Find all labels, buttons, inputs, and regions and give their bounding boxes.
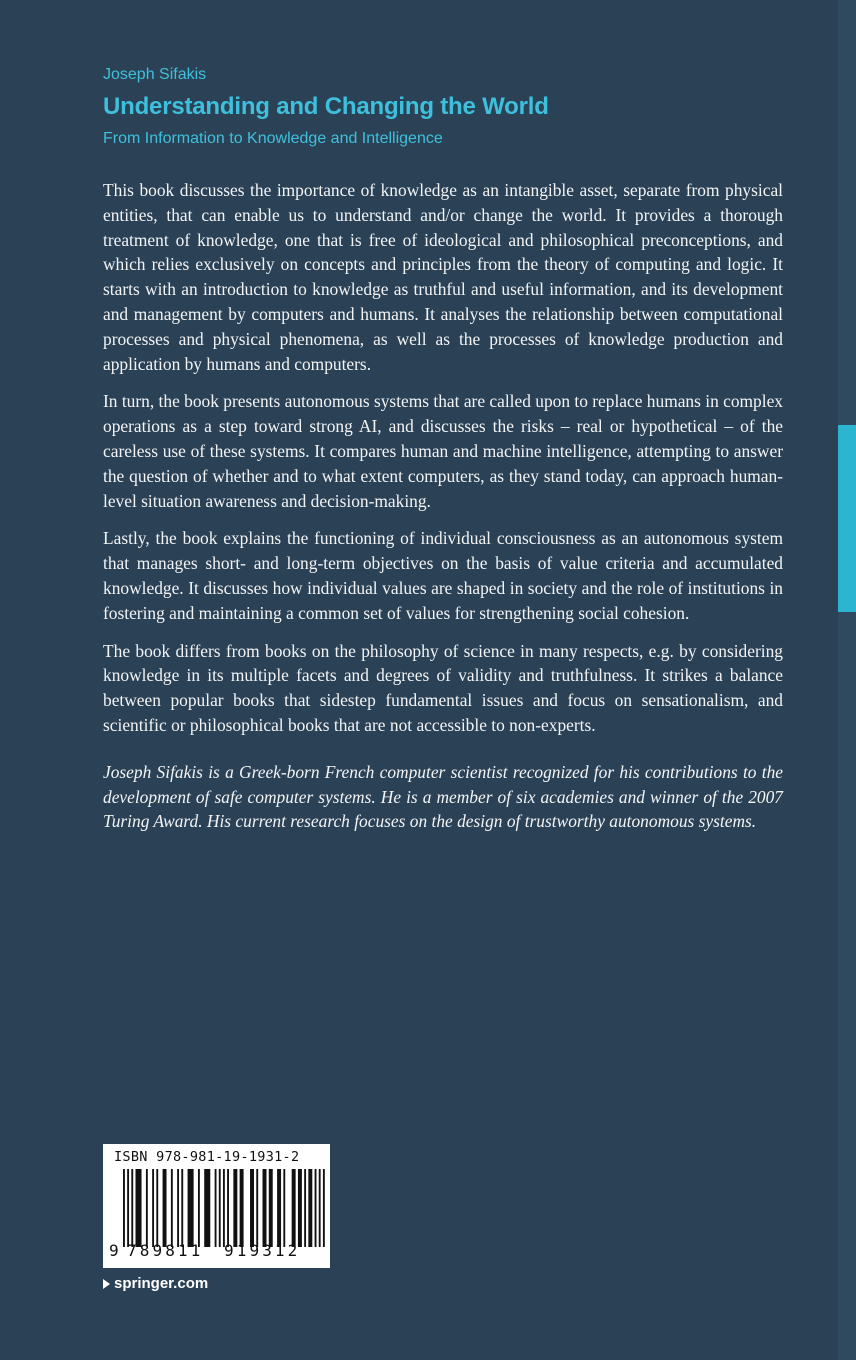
isbn-label: ISBN 978-981-19-1931-2 [114,1149,300,1165]
barcode-bar [219,1169,221,1247]
book-subtitle: From Information to Knowledge and Intelligence [103,130,443,147]
barcode-bar [304,1169,306,1247]
barcode-bar [131,1169,133,1247]
barcode-bar [171,1169,173,1247]
publisher-url: springer.com [114,1275,209,1292]
barcode-bar [308,1169,312,1247]
barcode-bar [204,1169,210,1247]
book-title: Understanding and Changing the World [103,93,549,120]
barcode-bar [298,1169,302,1247]
barcode-bar [323,1169,325,1247]
book-description [103,178,783,847]
description-paragraph: Lastly, the book explains the functioning of individual consciousness as an autonomous system that manages short- and long-term objectives on the basis of value criteria and accumulated knowledge. It discusses how individual values are shaped in society and the role of institutions in fostering and maintaining a common set of values for strengthening social cohesion. [103,528,783,623]
author-bio: Joseph Sifakis is a Greek-born French computer scientist recognized for his contributions to the development of safe computer systems. He is a member of six academies and winner of the 2007 Turing Award. His current research focuses on the design of trustworthy autonomous systems. [103,761,783,832]
barcode-bar [188,1169,194,1247]
barcode-bar [240,1169,244,1247]
description-paragraph: In turn, the book presents autonomous systems that are called upon to replace humans in complex operations as a step toward strong AI, and discusses the risks – real or hypothetical – of the careless use of these systems. It compares human and machine intelligence, attempting to answer the question of whether and to what extent computers, as they stand today, can approach human-level situation awareness and decision-making. [103,391,784,511]
barcode-right-digits: 919312 [224,1241,301,1260]
barcode-bar [263,1169,267,1247]
barcode-bar [123,1169,125,1247]
barcode-bar [215,1169,217,1247]
barcode-bar [181,1169,183,1247]
barcode-bar [256,1169,258,1247]
accent-tab [838,425,856,612]
spine-edge [838,0,856,1360]
barcode-bar [227,1169,229,1247]
barcode-bar [152,1169,154,1247]
barcode-bar [156,1169,158,1247]
barcode-bar [292,1169,296,1247]
publisher-link[interactable] [103,1275,208,1292]
barcode-bars [123,1169,325,1247]
barcode-bar [283,1169,285,1247]
barcode-bar [127,1169,129,1247]
barcode-bar [250,1169,254,1247]
isbn-barcode [103,1144,330,1268]
barcode-left-digits: 789811 [127,1241,204,1260]
barcode-bar [269,1169,273,1247]
arrow-icon [103,1279,110,1289]
barcode-bar [177,1169,179,1247]
barcode-bar [223,1169,225,1247]
description-paragraph: This book discusses the importance of knowledge as an intangible asset, separate from physical entities, that can enable us to understand and/or change the world. It provides a thorough treatment of knowledge, one that is free of ideological and philosophical preconceptions, and which relies exclusively on concepts and principles from the theory of computing and logic. It starts with an introduction to knowledge as truthful and useful information, and its development and management by computers and humans. It analyses the relationship between computational processes and physical phenomena, as well as the processes of knowledge production and application by humans and computers. [103,180,783,374]
barcode-bar [198,1169,200,1247]
barcode-bar [146,1169,148,1247]
description-paragraph: The book differs from books on the philosophy of science in many respects, e.g. by considering knowledge in its multiple facets and degrees of validity and truthfulness. It strikes a balance between popular books that sidestep fundamental issues and focus on sensationalism, and scientific or philosophical books that are not accessible to non-experts. [103,640,783,735]
barcode-bar [163,1169,167,1247]
barcode-first-digit: 9 [109,1241,119,1260]
author-name: Joseph Sifakis [103,66,207,83]
barcode-bar [277,1169,281,1247]
barcode-bar [315,1169,317,1247]
barcode-bar [135,1169,141,1247]
barcode-bar [319,1169,321,1247]
barcode-bar [233,1169,237,1247]
